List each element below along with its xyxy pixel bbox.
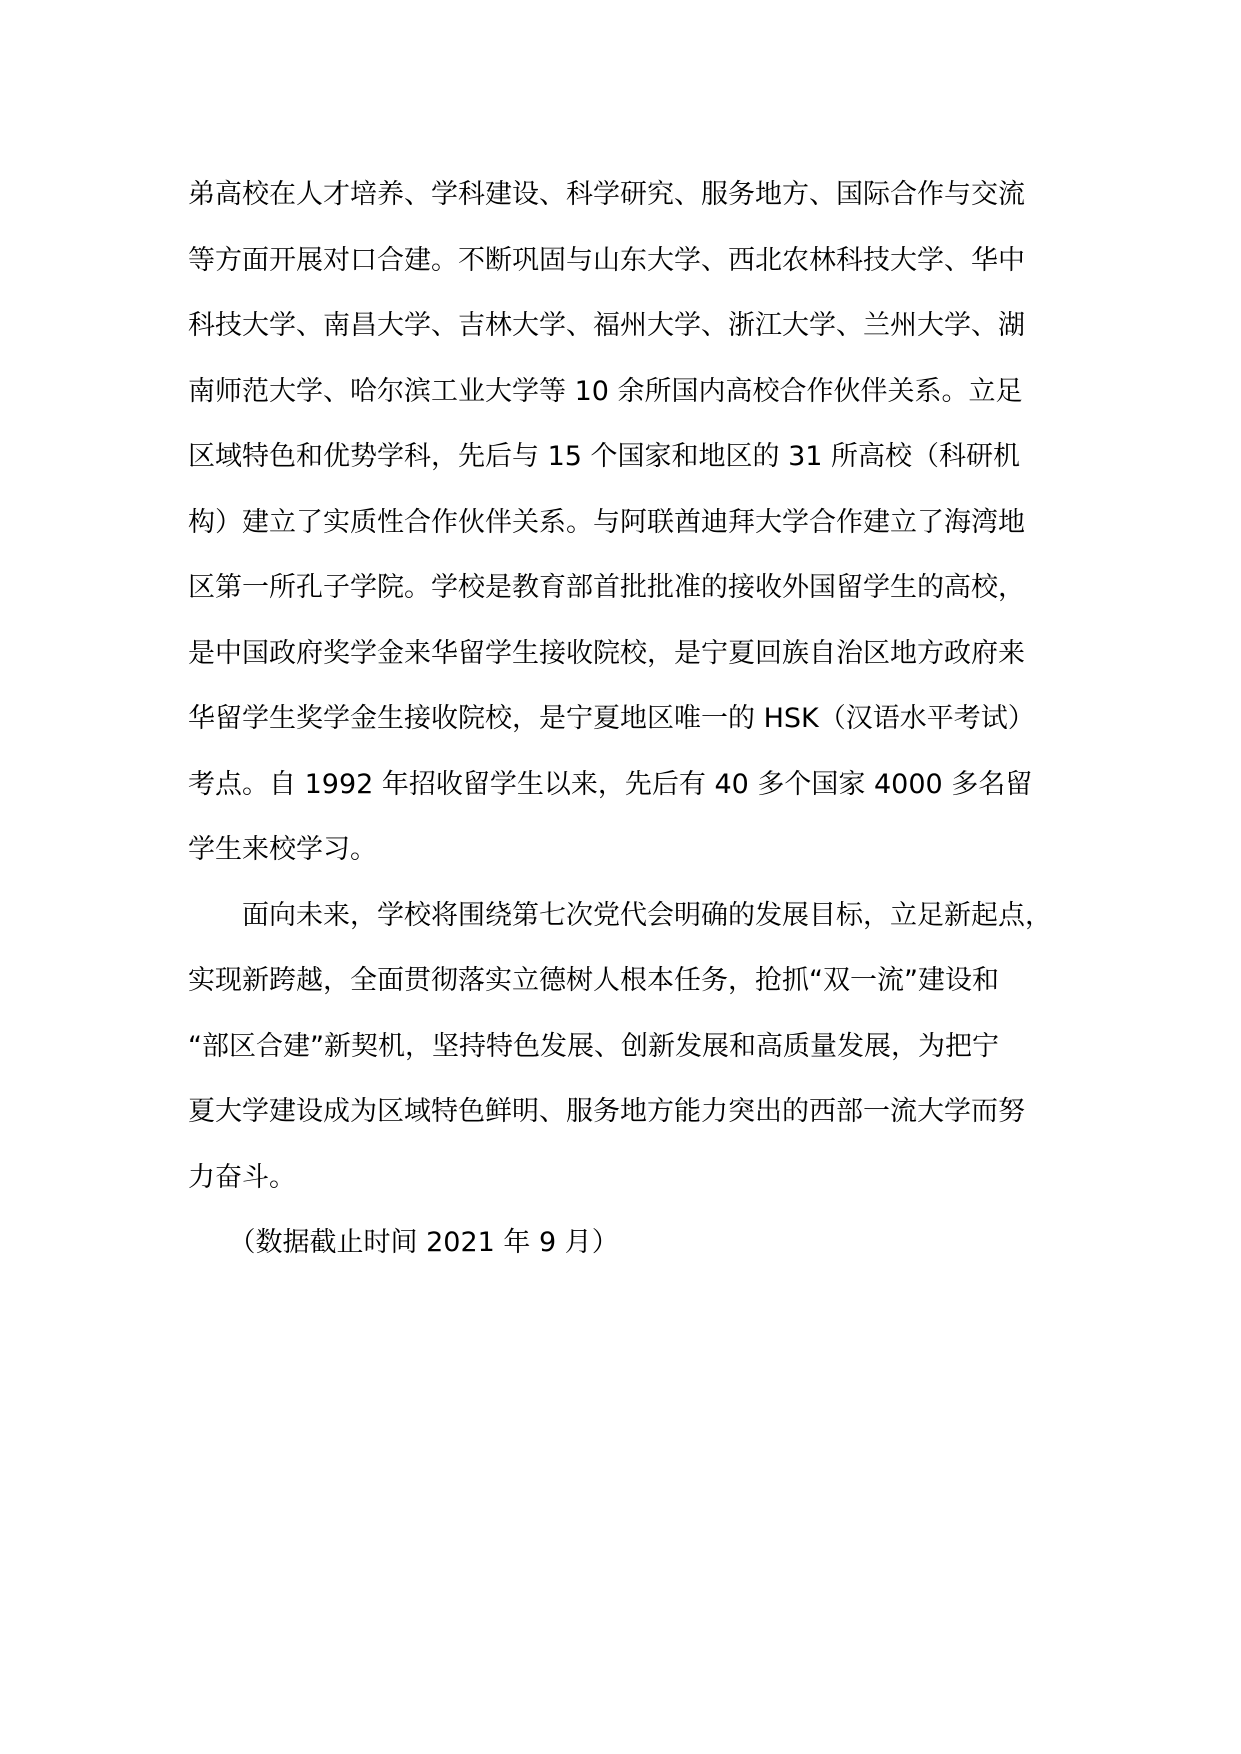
text-line: 考点。自 1992 年招收留学生以来，先后有 40 多个国家 4000 多名留 <box>188 768 1033 800</box>
text-line: 力奋斗。 <box>188 1161 296 1193</box>
text-line: 南师范大学、哈尔滨工业大学等 10 余所国内高校合作伙伴关系。立足 <box>188 375 1023 407</box>
data-cutoff-note: （数据截止时间 2021 年 9 月） <box>188 1227 619 1258</box>
text-line: 区第一所孔子学院。学校是教育部首批批准的接收外国留学生的高校， <box>188 572 1025 603</box>
text-line: 实现新跨越，全面贯彻落实立德树人根本任务，抢抓“双一流”建设和 <box>188 965 999 996</box>
text-line: 等方面开展对口合建。不断巩固与山东大学、西北农林科技大学、华中 <box>188 244 1025 276</box>
text-line: 构）建立了实质性合作伙伴关系。与阿联酋迪拜大学合作建立了海湾地 <box>188 506 1025 538</box>
text-line: 夏大学建设成为区域特色鲜明、服务地方能力突出的西部一流大学而努 <box>188 1096 1025 1127</box>
text-line: 学生来校学习。 <box>188 834 377 865</box>
body-text <box>188 162 1088 1276</box>
text-line: 华留学生奖学金生接收院校，是宁夏地区唯一的 HSK（汉语水平考试） <box>188 703 1035 734</box>
text-line: “部区合建”新契机，坚持特色发展、创新发展和高质量发展，为把宁 <box>188 1030 999 1062</box>
text-line: 面向未来，学校将围绕第七次党代会明确的发展目标，立足新起点， <box>188 899 1052 931</box>
text-line: 区域特色和优势学科，先后与 15 个国家和地区的 31 所高校（科研机 <box>188 441 1021 472</box>
text-line: 弟高校在人才培养、学科建设、科学研究、服务地方、国际合作与交流 <box>188 179 1025 210</box>
text-line: 科技大学、南昌大学、吉林大学、福州大学、浙江大学、兰州大学、湖 <box>188 310 1025 341</box>
text-line: 是中国政府奖学金来华留学生接收院校，是宁夏回族自治区地方政府来 <box>188 637 1025 669</box>
